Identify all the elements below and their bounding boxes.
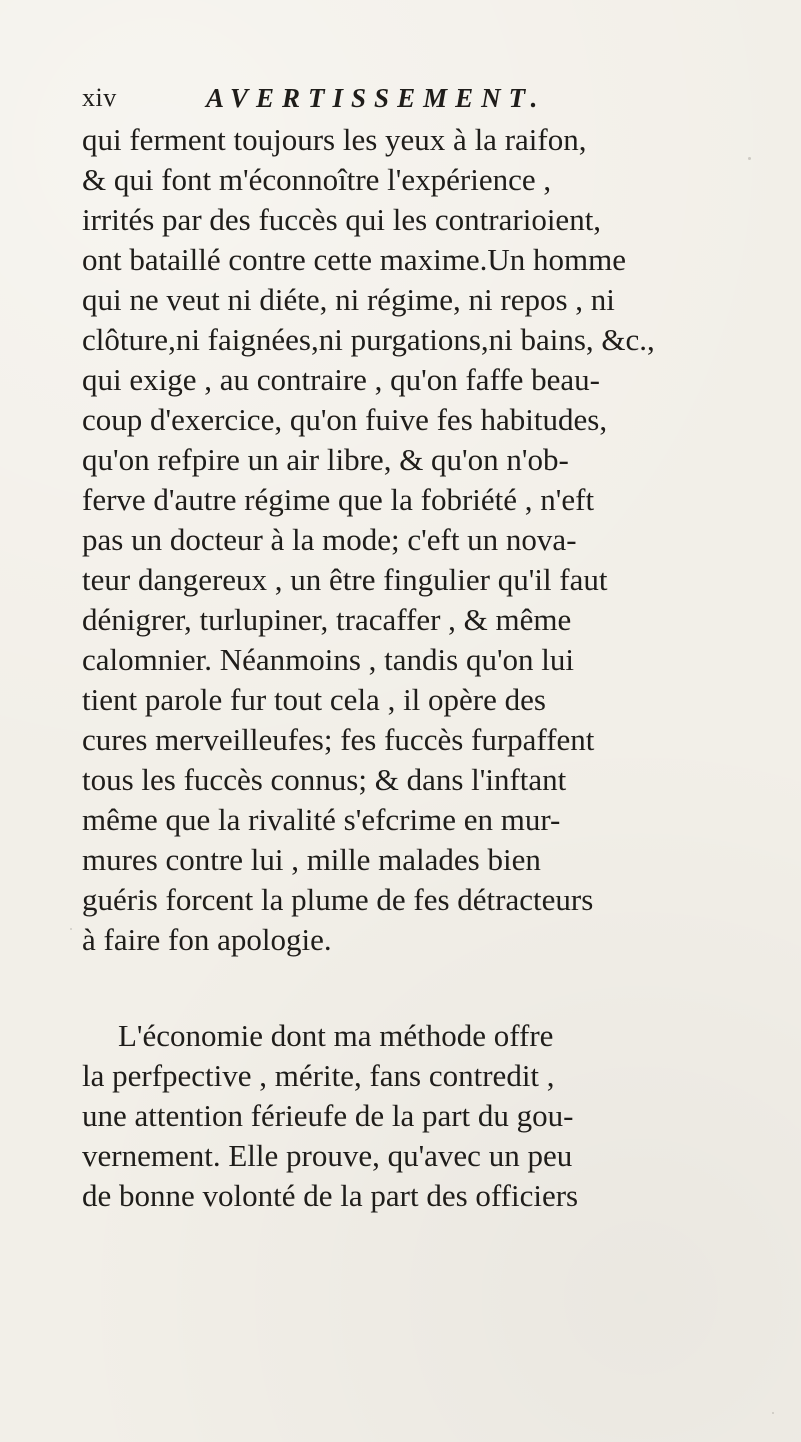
running-head: AVERTISSEMENT. xyxy=(206,83,546,113)
text-line: irrités par des fuccès qui les contrarioient, xyxy=(82,202,602,237)
text-line: tous les fuccès connus; & dans l'inftant xyxy=(82,762,567,797)
text-line: la perfpective , mérite, fans contredit , xyxy=(82,1058,555,1093)
text-line: teur dangereux , un être fingulier qu'il faut xyxy=(82,562,608,597)
text-line: une attention férieufe de la part du gou- xyxy=(82,1098,574,1133)
text-line: clôture,ni faignées,ni purgations,ni bains, &c., xyxy=(82,322,655,357)
text-line: mures contre lui , mille malades bien xyxy=(82,842,541,877)
text-line: qui ne veut ni diéte, ni régime, ni repos , ni xyxy=(82,282,615,317)
text-line: tient parole fur tout cela , il opère des xyxy=(82,682,546,717)
text-line: & qui font m'éconnoître l'expérience , xyxy=(82,162,552,197)
text-line: dénigrer, turlupiner, tracaffer , & même xyxy=(82,602,572,637)
text-line: calomnier. Néanmoins , tandis qu'on lui xyxy=(82,642,575,677)
text-line: de bonne volonté de la part des officiers xyxy=(82,1178,579,1213)
text-line: à faire fon apologie. xyxy=(82,922,332,957)
text-line: cures merveilleufes; fes fuccès furpaffent xyxy=(82,722,595,757)
text-line: guéris forcent la plume de fes détracteurs xyxy=(82,882,594,917)
paper-speck xyxy=(772,1412,774,1414)
text-line: qui exige , au contraire , qu'on faffe beau- xyxy=(82,362,601,397)
text-line: qu'on refpire un air libre, & qu'on n'ob- xyxy=(82,442,569,477)
paper-speck xyxy=(748,157,751,160)
text-line: pas un docteur à la mode; c'eft un nova- xyxy=(82,522,577,557)
page-number: xiv xyxy=(82,83,117,112)
text-line: ont bataillé contre cette maxime.Un homme xyxy=(82,242,627,277)
text-line: même que la rivalité s'efcrime en mur- xyxy=(82,802,561,837)
text-line: coup d'exercice, qu'on fuive fes habitudes, xyxy=(82,402,608,437)
page-header xyxy=(82,78,732,118)
text-line: ferve d'autre régime que la fobriété , n'eft xyxy=(82,482,595,517)
text-line: L'économie dont ma méthode offre xyxy=(118,1018,554,1053)
text-line: vernement. Elle prouve, qu'avec un peu xyxy=(82,1138,573,1173)
paper-speck xyxy=(70,928,72,930)
text-line: qui ferment toujours les yeux à la raifon, xyxy=(82,122,587,157)
